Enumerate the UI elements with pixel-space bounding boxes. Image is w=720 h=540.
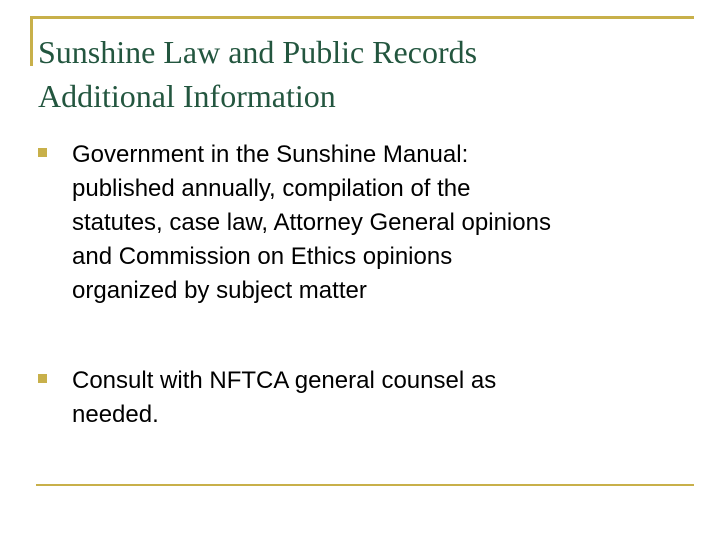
bullet-text-line: needed.	[72, 401, 159, 428]
bullet-text-line: and Commission on Ethics opinions	[72, 243, 453, 270]
bullet-text	[72, 138, 682, 308]
slide-title-line-2: Additional Information	[38, 78, 336, 114]
bullet-text-line: organized by subject matter	[72, 277, 367, 304]
bullet-text-line: Government in the Sunshine Manual:	[72, 141, 469, 168]
bullet-text-line: statutes, case law, Attorney General opinions	[72, 209, 551, 236]
bullet-text-line: Consult with NFTCA general counsel as	[72, 367, 497, 394]
slide-title-line-1: Sunshine Law and Public Records	[38, 34, 478, 70]
bottom-decorative-rule	[36, 484, 694, 486]
square-bullet-icon	[38, 374, 47, 383]
bullet-text	[72, 364, 682, 432]
square-bullet-icon	[38, 148, 47, 157]
bullet-text-line: published annually, compilation of the	[72, 175, 471, 202]
